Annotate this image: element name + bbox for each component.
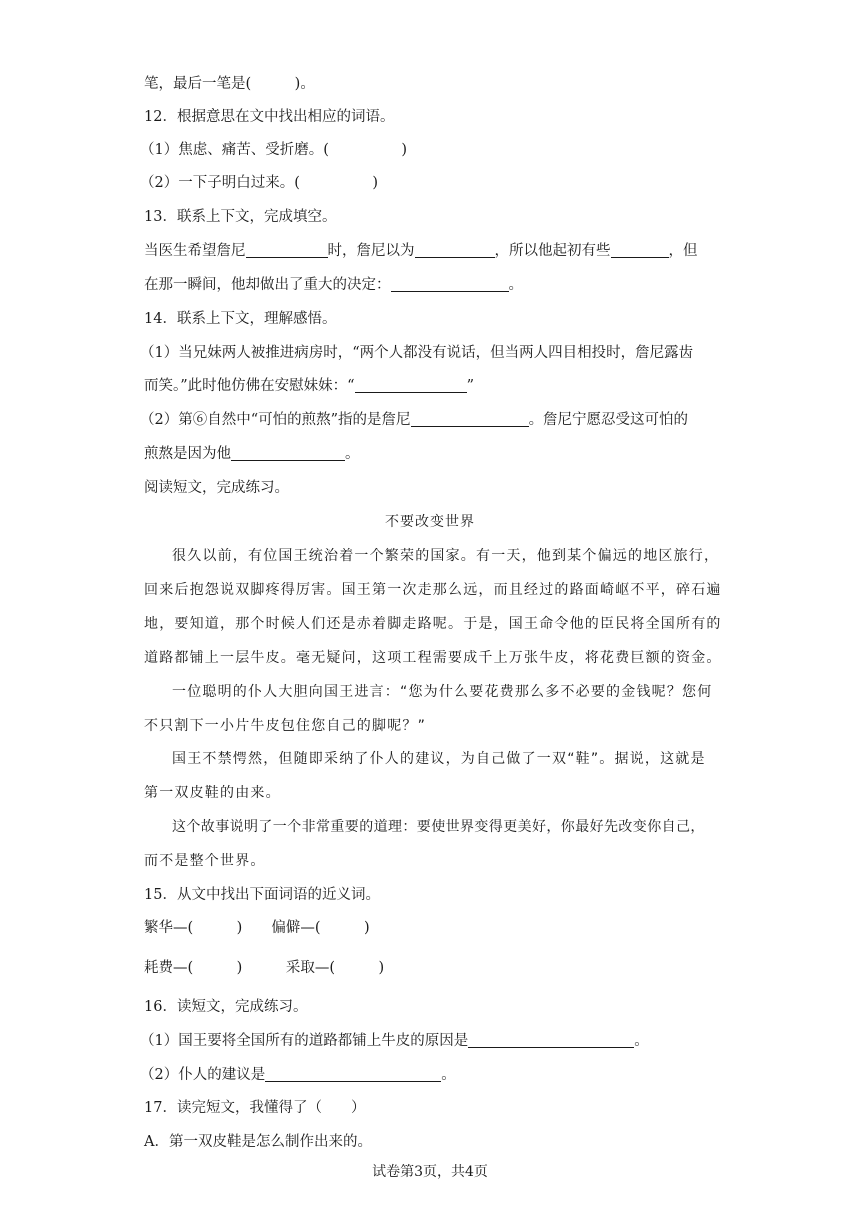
- q12-item-2: （2）一下子明白过来。( ): [140, 175, 379, 191]
- q16-item-2: [140, 1065, 456, 1085]
- passage-line: 不只割下一小片牛皮包住您自己的脚呢？”: [144, 718, 427, 734]
- text: （2）第⑥自然中“可怕的煎熬”指的是詹尼: [140, 412, 411, 428]
- text: 。: [345, 446, 360, 462]
- text: 。詹尼宁愿忍受这可怕的: [528, 412, 689, 428]
- text: 煎熬是因为他: [144, 446, 231, 462]
- passage-title: 不要改变世界: [385, 514, 475, 530]
- passage-line: 第一双皮鞋的由来。: [144, 785, 281, 801]
- q17-heading: 17．读完短文，我懂得了（ ）: [144, 1100, 366, 1116]
- q17-option-a[interactable]: A．第一双皮鞋是怎么制作出来的。: [144, 1134, 372, 1150]
- text: 而笑。”此时他仿佛在安慰妹妹：“: [144, 378, 355, 394]
- passage-line: 国王不禁愕然，但随即采纳了仆人的建议，为自己做了一双“鞋”。据说，这就是: [172, 751, 706, 767]
- text: 。: [508, 277, 523, 293]
- passage-line: 一位聪明的仆人大胆向国王进言：“您为什么要花费那么多不必要的金钱呢？您何: [172, 684, 713, 700]
- q11-continuation: 笔，最后一笔是( )。: [144, 76, 315, 92]
- passage-line: 而不是整个世界。: [144, 853, 266, 869]
- passage-line: 道路都铺上一层牛皮。毫无疑问，这项工程需要成千上万张牛皮，将花费巨额的资金。: [144, 650, 722, 666]
- reading-instruction: 阅读短文，完成练习。: [144, 480, 289, 496]
- q14-item-1-cont: [144, 376, 474, 396]
- q13-heading: 13．联系上下文，完成填空。: [144, 209, 337, 225]
- q12-item-1: （1）焦虑、痛苦、受折磨。( ): [140, 142, 408, 158]
- q14-item-2: [140, 410, 688, 430]
- q13-line-2: [144, 275, 523, 295]
- answer-blank[interactable]: [355, 378, 467, 393]
- q16-heading: 16．读短文，完成练习。: [144, 999, 308, 1015]
- passage-line: 很久以前，有位国王统治着一个繁荣的国家。有一天，他到某个偏远的地区旅行，: [172, 548, 720, 564]
- text: 当医生希望詹尼: [144, 243, 246, 259]
- answer-blank[interactable]: [246, 243, 328, 258]
- text: ，但: [668, 243, 698, 259]
- text: （2）仆人的建议是: [140, 1067, 266, 1083]
- q14-heading: 14．联系上下文，理解感悟。: [144, 311, 337, 327]
- answer-blank[interactable]: [411, 412, 529, 427]
- q16-item-1: [140, 1031, 649, 1051]
- q14-item-1: （1）当兄妹两人被推进病房时，“两个人都没有说话，但当两人四目相投时，詹尼露齿: [140, 345, 694, 361]
- page-footer: 试卷第3页，共4页: [372, 1164, 488, 1180]
- answer-blank[interactable]: [468, 1033, 634, 1048]
- text: 在那一瞬间，他却做出了重大的决定：: [144, 277, 391, 293]
- q15-row-1: 繁华—( ) 偏僻—( ): [144, 920, 370, 936]
- q15-heading: 15．从文中找出下面词语的近义词。: [144, 887, 380, 903]
- q13-line-1: [144, 241, 698, 261]
- q15-row-2: 耗费—( ) 采取—( ): [144, 960, 385, 976]
- text: （1）国王要将全国所有的道路都铺上牛皮的原因是: [140, 1033, 469, 1049]
- passage-line: 地，要知道，那个时候人们还是赤着脚走路呢。于是，国王命令他的臣民将全国所有的: [144, 616, 722, 632]
- q12-heading: 12．根据意思在文中找出相应的词语。: [144, 109, 395, 125]
- answer-blank[interactable]: [391, 277, 509, 292]
- text: 。: [441, 1067, 456, 1083]
- text: ，所以他起初有些: [494, 243, 611, 259]
- text: 时，詹尼以为: [327, 243, 415, 259]
- answer-blank[interactable]: [231, 446, 345, 461]
- text: ”: [466, 378, 474, 394]
- text: 。: [634, 1033, 649, 1049]
- answer-blank[interactable]: [415, 243, 495, 258]
- q14-item-2-cont: [144, 444, 360, 464]
- passage-line: 回来后抱怨说双脚疼得厉害。国王第一次走那么远，而且经过的路面崎岖不平，碎石遍: [144, 582, 722, 598]
- answer-blank[interactable]: [265, 1067, 441, 1082]
- answer-blank[interactable]: [611, 243, 669, 258]
- passage-line: 这个故事说明了一个非常重要的道理：要使世界变得更美好，你最好先改变你自己，: [172, 819, 705, 835]
